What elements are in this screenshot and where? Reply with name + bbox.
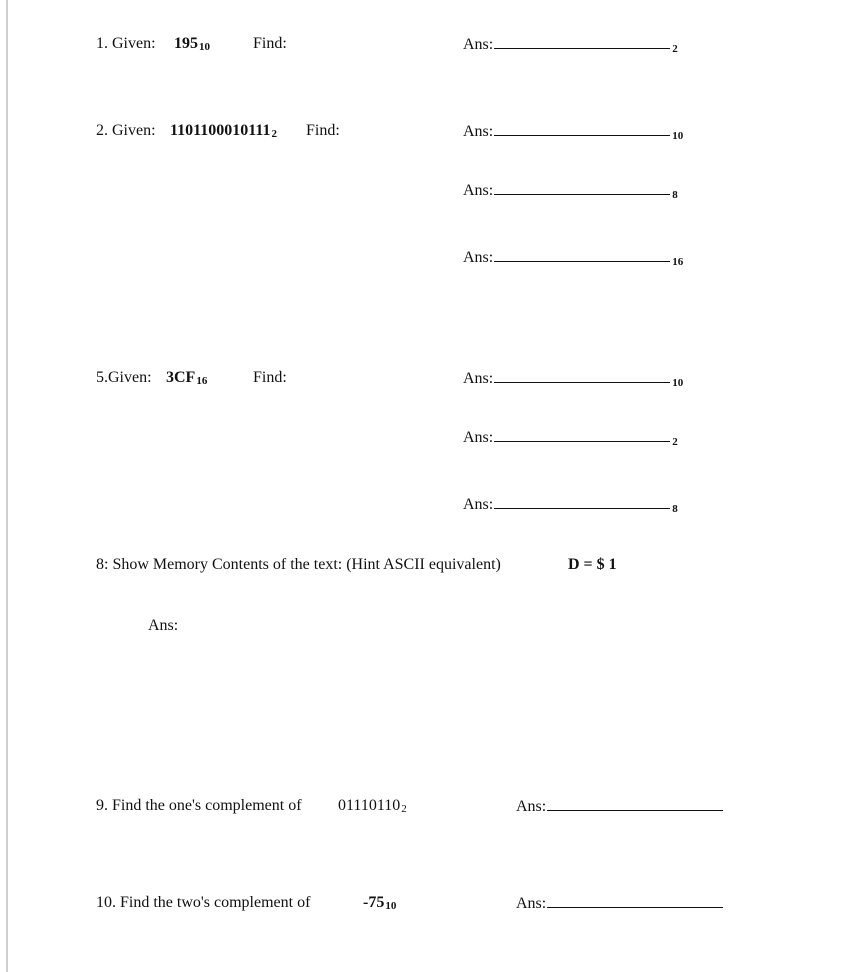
q1-answer-row: Ans: 2 <box>463 36 678 55</box>
q5-answer-blank-2[interactable] <box>494 428 670 442</box>
q1-label: 1. Given: <box>96 35 156 52</box>
q1-find: Find: <box>253 35 287 52</box>
q2-label: 2. Given: <box>96 122 156 139</box>
q2-answer-row-2: Ans: 8 <box>463 182 678 201</box>
q10-value: -7510 <box>363 894 397 912</box>
q5-answer-row-1: Ans: 10 <box>463 370 684 389</box>
q9-text: 9. Find the one's complement of <box>96 797 302 814</box>
q8-text: 8: Show Memory Contents of the text: (Hint ASCII equivalent) <box>96 556 501 573</box>
q9-answer-blank[interactable] <box>547 797 723 811</box>
q5-answer-row-2: Ans: 2 <box>463 429 678 448</box>
q10-text: 10. Find the two's complement of <box>96 894 311 911</box>
page-edge <box>6 0 8 972</box>
q2-answer-blank-3[interactable] <box>494 248 670 262</box>
q5-answer-row-3: Ans: 8 <box>463 496 678 515</box>
q5-given-value: 3CF16 <box>166 369 208 387</box>
q9-value: 011101102 <box>338 797 407 815</box>
q8-answer-label: Ans: <box>148 617 179 634</box>
q2-find: Find: <box>306 122 340 139</box>
q5-label: 5.Given: <box>96 369 152 386</box>
q1-given-value: 19510 <box>174 35 210 53</box>
q2-answer-blank-1[interactable] <box>494 122 670 136</box>
q5-find: Find: <box>253 369 287 386</box>
q2-answer-row-3: Ans: 16 <box>463 249 684 268</box>
q2-answer-blank-2[interactable] <box>494 181 670 195</box>
q5-answer-blank-3[interactable] <box>494 495 670 509</box>
q9-answer-row: Ans: <box>516 797 723 816</box>
q2-given-value: 11011000101112 <box>170 122 277 140</box>
q10-answer-blank[interactable] <box>547 894 723 908</box>
q10-answer-row: Ans: <box>516 894 723 913</box>
q5-answer-blank-1[interactable] <box>494 369 670 383</box>
q1-answer-blank[interactable] <box>494 35 670 49</box>
q2-answer-row-1: Ans: 10 <box>463 123 684 142</box>
q8-value: D = $ 1 <box>568 556 617 573</box>
